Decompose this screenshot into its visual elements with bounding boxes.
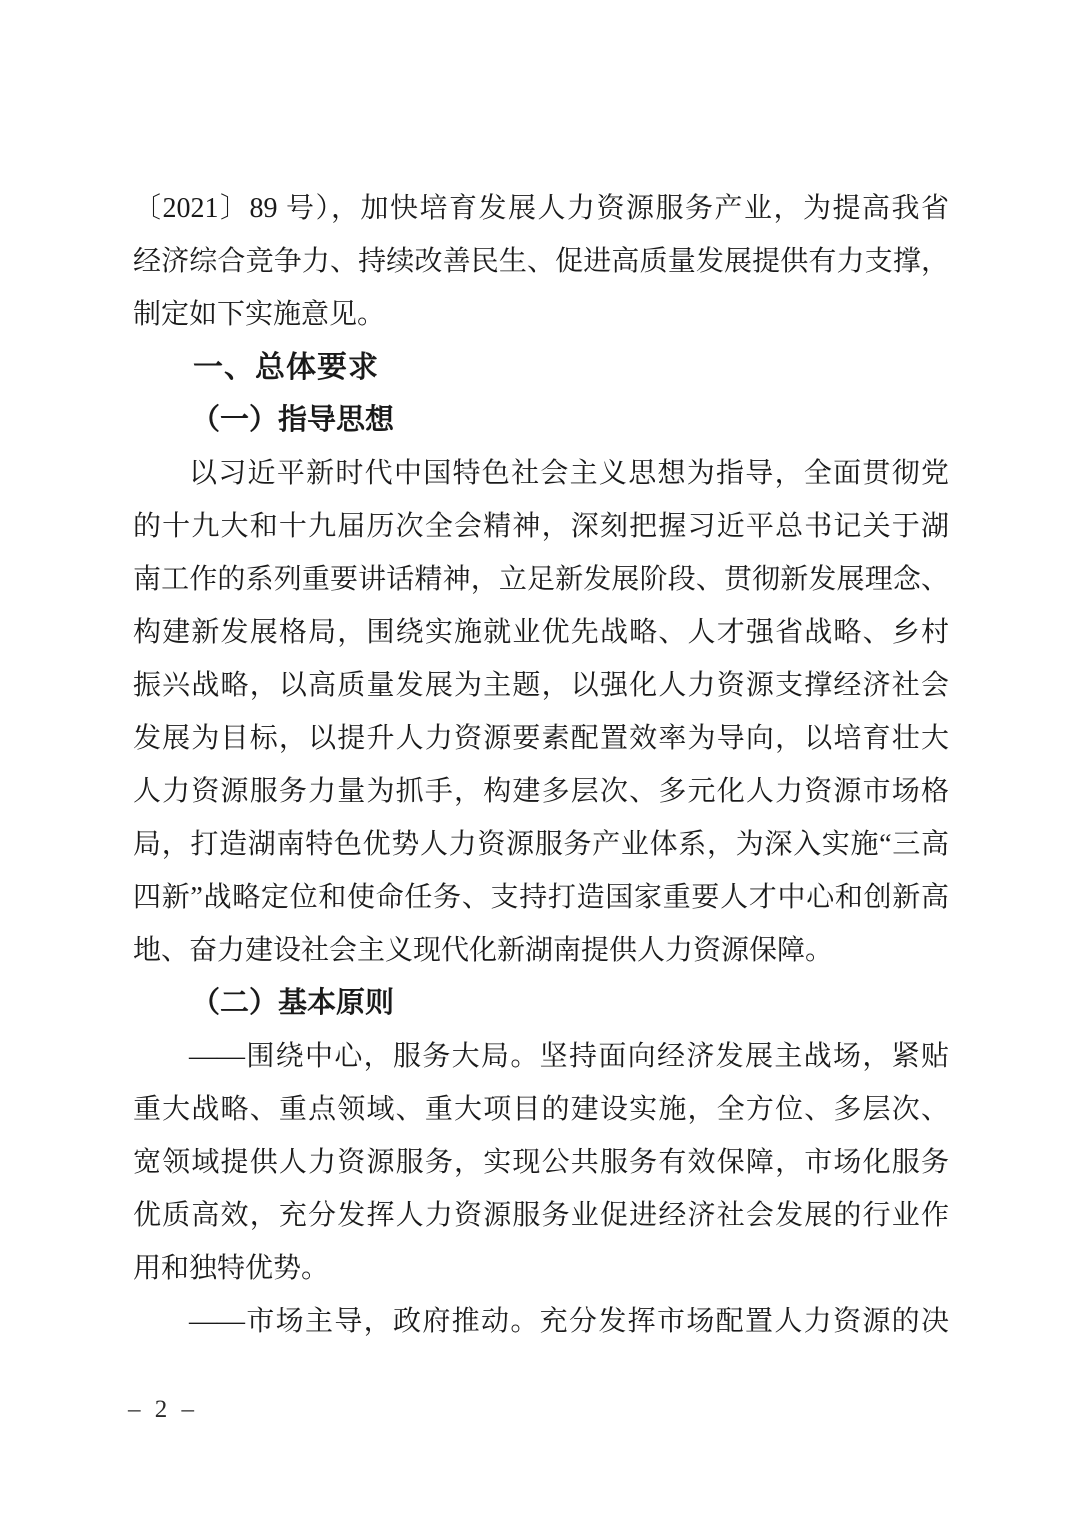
- text-line: ——市场主导，政府推动。充分发挥市场配置人力资源的决: [189, 1306, 949, 1337]
- text-line: 四新”战略定位和使命任务、支持打造国家重要人才中心和创新高: [133, 882, 949, 913]
- text-line: 〔2021〕89 号），加快培育发展人力资源服务产业，为提高我省: [133, 193, 949, 224]
- text-line: 的十九大和十九届历次全会精神，深刻把握习近平总书记关于湖: [133, 511, 949, 542]
- subsection-heading: （二）基本原则: [191, 987, 395, 1019]
- section-heading: 一、总体要求: [193, 351, 379, 384]
- text-line: 宽领域提供人力资源服务，实现公共服务有效保障，市场化服务: [133, 1147, 949, 1178]
- text-line: 经济综合竞争力、持续改善民生、促进高质量发展提供有力支撑，: [133, 246, 949, 277]
- text-line: 优质高效，充分发挥人力资源服务业促进经济社会发展的行业作: [133, 1200, 949, 1231]
- text-line: 用和独特优势。: [133, 1253, 330, 1284]
- text-line: 局，打造湖南特色优势人力资源服务产业体系，为深入实施“三高: [133, 829, 949, 860]
- text-line: 地、奋力建设社会主义现代化新湖南提供人力资源保障。: [133, 935, 834, 966]
- text-line: 构建新发展格局，围绕实施就业优先战略、人才强省战略、乡村: [133, 617, 949, 648]
- text-line: 南工作的系列重要讲话精神，立足新发展阶段、贯彻新发展理念、: [133, 564, 949, 595]
- text-line: ——围绕中心，服务大局。坚持面向经济发展主战场，紧贴: [189, 1041, 949, 1072]
- subsection-heading: （一）指导思想: [191, 404, 395, 436]
- text-line: 人力资源服务力量为抓手，构建多层次、多元化人力资源市场格: [133, 776, 949, 807]
- text-line: 重大战略、重点领域、重大项目的建设实施，全方位、多层次、: [133, 1094, 949, 1125]
- text-line: 以习近平新时代中国特色社会主义思想为指导，全面贯彻党: [189, 458, 949, 489]
- document-body: [133, 182, 949, 1348]
- text-line: 发展为目标，以提升人力资源要素配置效率为导向，以培育壮大: [133, 723, 949, 754]
- page-number: – 2 –: [128, 1396, 198, 1423]
- text-line: 制定如下实施意见。: [133, 299, 386, 330]
- text-line: 振兴战略，以高质量发展为主题，以强化人力资源支撑经济社会: [133, 670, 949, 701]
